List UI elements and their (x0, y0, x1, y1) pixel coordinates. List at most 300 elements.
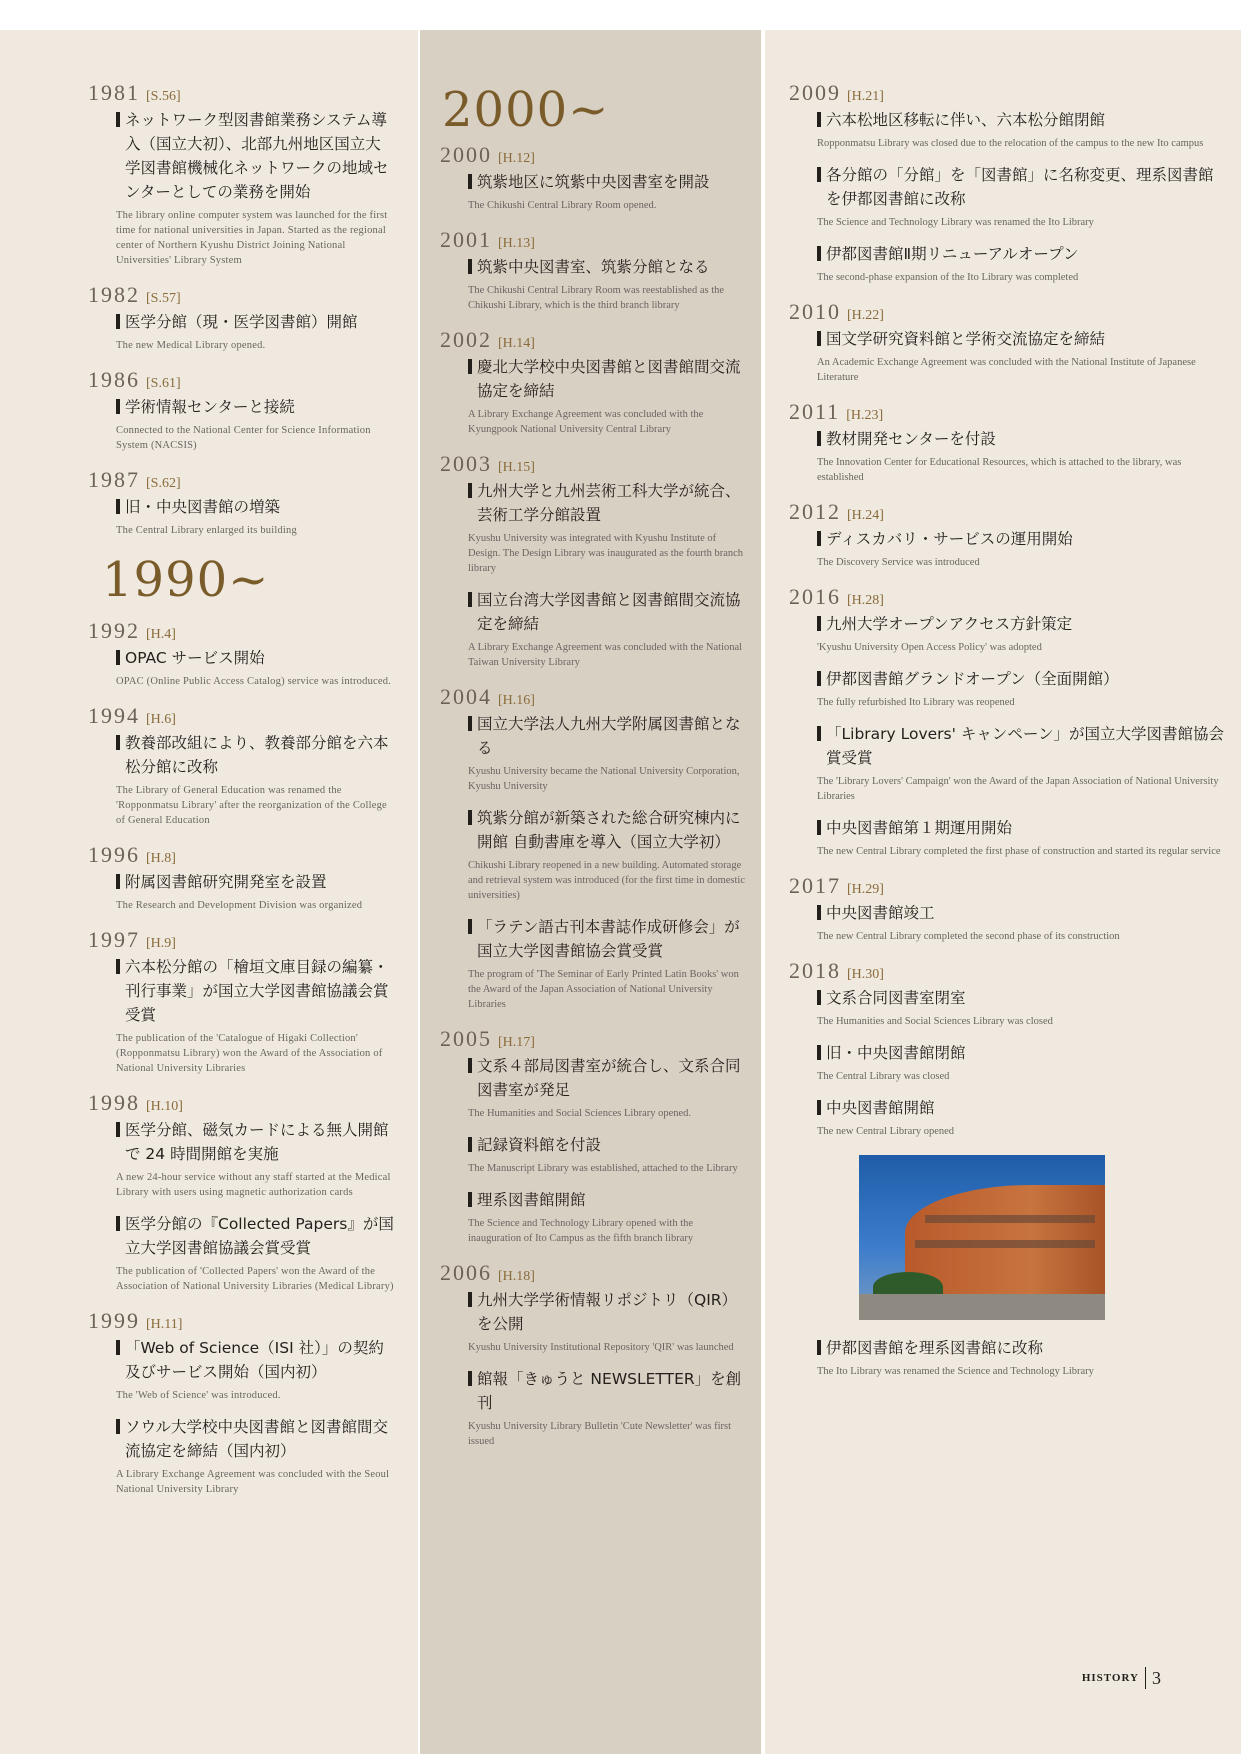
event-english: The Manuscript Library was established, attached to the Library (468, 1163, 738, 1174)
year-heading (88, 1310, 394, 1332)
section-label: HISTORY (1081, 1672, 1139, 1684)
event-japanese (817, 612, 1225, 636)
timeline-column-right (765, 30, 1241, 1754)
event-english: The Library of General Education was renamed the 'Ropponmatsu Library' after the reorganization of the College of General Education (116, 785, 387, 826)
year-number: 2002 (440, 327, 492, 352)
event-japanese (116, 395, 394, 419)
event-japanese (468, 1288, 747, 1336)
year-number: 1994 (88, 703, 140, 728)
event-japanese (116, 1212, 394, 1260)
year-heading (789, 82, 1225, 104)
timeline-entry (88, 469, 394, 538)
event-english: Connected to the National Center for Science Information System (NACSIS) (116, 425, 371, 451)
timeline-item (817, 612, 1225, 655)
year-heading (440, 144, 747, 166)
timeline-item (468, 1054, 747, 1121)
timeline-item (116, 495, 394, 538)
event-english: The Chikushi Central Library Room was reestablished as the Chikushi Library, which is the third branch library (468, 285, 725, 311)
timeline-entry (440, 1028, 747, 1246)
event-english: The new Central Library opened (817, 1126, 955, 1137)
bullet-bar-icon (468, 1292, 472, 1307)
event-english: A Library Exchange Agreement was concluded with the Seoul National University Library (116, 1469, 390, 1495)
event-japanese-text: 「Web of Science（ISI 社）」の契約及びサービス開始（国内初） (125, 1339, 384, 1381)
year-number: 2006 (440, 1260, 492, 1285)
event-japanese-text: 九州大学と九州芸術工科大学が統合、芸術工学分館設置 (477, 482, 741, 524)
bullet-bar-icon (116, 1419, 120, 1434)
timeline-item (817, 816, 1225, 859)
bullet-bar-icon (817, 905, 821, 920)
timeline-item (817, 327, 1225, 385)
timeline-entry (789, 960, 1225, 1139)
event-japanese (817, 242, 1225, 266)
timeline-item (468, 1288, 747, 1355)
bullet-bar-icon (468, 174, 472, 189)
event-japanese (468, 1133, 747, 1157)
event-japanese (817, 527, 1225, 551)
event-japanese (817, 986, 1225, 1010)
event-english: Chikushi Library reopened in a new building. Automated storage and retrieval system was introduced (for the first time in domestic universities) (468, 860, 746, 901)
event-japanese-text: 国文学研究資料館と学術交流協定を締結 (826, 330, 1106, 348)
event-japanese-text: 六本松地区移転に伴い、六本松分館閉館 (826, 111, 1106, 129)
timeline-item (817, 722, 1225, 804)
bullet-bar-icon (817, 246, 821, 261)
event-japanese (116, 646, 394, 670)
event-japanese-text: 慶北大学校中央図書館と図書館間交流協定を締結 (477, 358, 741, 400)
event-japanese-text: 中央図書館竣工 (826, 904, 935, 922)
bullet-bar-icon (116, 959, 120, 974)
year-number: 2001 (440, 227, 492, 252)
japanese-era-tag: [H.16] (498, 693, 535, 708)
era-title-2000: 2000~ (442, 82, 610, 138)
event-english: The fully refurbished Ito Library was reopened (817, 697, 1015, 708)
timeline-entry (789, 401, 1225, 485)
timeline-item (468, 170, 747, 213)
year-heading (440, 1028, 747, 1050)
event-english: The Humanities and Social Sciences Library opened. (468, 1108, 692, 1119)
japanese-era-tag: [H.14] (498, 336, 535, 351)
timeline-entry (440, 329, 747, 437)
bullet-bar-icon (116, 399, 120, 414)
event-japanese (468, 479, 747, 527)
event-english: A Library Exchange Agreement was concluded with the Kyungpook National University Central Library (468, 409, 704, 435)
year-number: 2005 (440, 1026, 492, 1051)
event-japanese-text: 医学分館の『Collected Papers』が国立大学図書館協議会賞受賞 (125, 1215, 394, 1257)
event-english: The publication of 'Collected Papers' won the Award of the Association of National University Libraries (Medical Library) (116, 1266, 394, 1292)
japanese-era-tag: [H.30] (847, 967, 884, 982)
bullet-bar-icon (116, 112, 120, 127)
year-number: 1981 (88, 80, 140, 105)
page-number: 3 (1152, 1667, 1161, 1688)
timeline-entry (440, 1262, 747, 1449)
event-japanese (116, 870, 394, 894)
event-japanese (468, 1367, 747, 1415)
event-japanese (116, 1336, 394, 1384)
year-heading (88, 1092, 394, 1114)
event-japanese-text: 伊都図書館グランドオープン（全面開館） (826, 670, 1119, 688)
timeline-entry (88, 844, 394, 913)
japanese-era-tag: [S.56] (146, 89, 181, 104)
bullet-bar-icon (817, 1045, 821, 1060)
timeline-item (817, 901, 1225, 944)
event-japanese (116, 1118, 394, 1166)
bullet-bar-icon (817, 616, 821, 631)
timeline-item (468, 255, 747, 313)
timeline-item (817, 1336, 1225, 1379)
event-english: The publication of the 'Catalogue of Higaki Collection' (Ropponmatsu Library) won the Award of the Association of National University Libraries (116, 1033, 383, 1074)
year-number: 1992 (88, 618, 140, 643)
event-japanese-text: ネットワーク型図書館業務システム導入（国立大初）、北部九州地区国立大学図書館機械化ネットワークの地域センターとしての業務を開始 (125, 111, 389, 201)
event-english: The new Medical Library opened. (116, 340, 266, 351)
timeline-entry (440, 453, 747, 670)
footer-divider (1145, 1667, 1146, 1689)
event-japanese-text: 九州大学学術情報リポジトリ（QIR）を公開 (477, 1291, 738, 1333)
japanese-era-tag: [S.61] (146, 376, 181, 391)
event-japanese-text: 旧・中央図書館の増築 (125, 498, 281, 516)
event-japanese (817, 816, 1225, 840)
timeline-entry (88, 620, 394, 689)
event-english: The Discovery Service was introduced (817, 557, 980, 568)
event-japanese-text: ディスカバリ・サービスの運用開始 (826, 530, 1073, 548)
timeline-entry (789, 875, 1225, 944)
timeline-entry (440, 686, 747, 1012)
timeline-entry (88, 82, 394, 268)
japanese-era-tag: [H.28] (847, 593, 884, 608)
bullet-bar-icon (817, 990, 821, 1005)
event-japanese-text: 理系図書館開館 (477, 1191, 586, 1209)
event-english: Kyushu University became the National University Corporation, Kyushu University (468, 766, 740, 792)
timeline-entry (440, 229, 747, 313)
japanese-era-tag: [H.11] (146, 1317, 183, 1332)
event-japanese (468, 806, 747, 854)
year-heading (88, 469, 394, 491)
event-english: An Academic Exchange Agreement was concluded with the National Institute of Japanese Literature (817, 357, 1196, 383)
bullet-bar-icon (116, 1340, 120, 1355)
timeline-item (468, 915, 747, 1012)
timeline-entry (789, 301, 1225, 385)
timeline-item (116, 395, 394, 453)
bullet-bar-icon (817, 1340, 821, 1355)
event-japanese-text: 伊都図書館を理系図書館に改称 (826, 1339, 1044, 1357)
event-japanese (116, 495, 394, 519)
timeline-entry (789, 82, 1225, 285)
timeline-item (817, 1096, 1225, 1139)
event-english: The Humanities and Social Sciences Library was closed (817, 1016, 1053, 1027)
event-japanese-text: 中央図書館第１期運用開始 (826, 819, 1013, 837)
event-english: Kyushu University was integrated with Kyushu Institute of Design. The Design Library was inaugurated as the fourth branch library (468, 533, 744, 574)
bullet-bar-icon (468, 1058, 472, 1073)
event-japanese (817, 1096, 1225, 1120)
bullet-bar-icon (116, 650, 120, 665)
bullet-bar-icon (817, 1100, 821, 1115)
ground (859, 1294, 1105, 1320)
event-japanese-text: 館報「きゅうと NEWSLETTER」を創刊 (477, 1370, 742, 1412)
japanese-era-tag: [H.6] (146, 712, 176, 727)
timeline-item (468, 355, 747, 437)
event-japanese-text: 学術情報センターと接続 (125, 398, 295, 416)
page-footer (1082, 1667, 1161, 1689)
event-english: The 'Library Lovers' Campaign' won the Award of the Japan Association of National University Libraries (817, 776, 1219, 802)
bullet-bar-icon (468, 259, 472, 274)
japanese-era-tag: [H.13] (498, 236, 535, 251)
year-heading (789, 401, 1225, 423)
timeline-item (116, 1118, 394, 1200)
event-english: The Chikushi Central Library Room opened. (468, 200, 657, 211)
event-japanese (817, 901, 1225, 925)
bullet-bar-icon (468, 919, 472, 934)
event-japanese (817, 108, 1225, 132)
japanese-era-tag: [H.8] (146, 851, 176, 866)
event-japanese-text: 記録資料館を付設 (477, 1136, 602, 1154)
year-number: 1997 (88, 927, 140, 952)
year-heading (440, 1262, 747, 1284)
timeline-item (116, 1212, 394, 1294)
timeline-item (817, 527, 1225, 570)
timeline-item (817, 986, 1225, 1029)
timeline-item (817, 108, 1225, 151)
era-title-1990: 1990~ (102, 552, 270, 608)
year-heading (789, 501, 1225, 523)
year-number: 2010 (789, 299, 841, 324)
year-number: 2000 (440, 142, 492, 167)
year-number: 2018 (789, 958, 841, 983)
building-window-band (925, 1215, 1095, 1223)
event-japanese (116, 955, 394, 1027)
building-window-band (915, 1240, 1095, 1248)
event-japanese (468, 170, 747, 194)
bullet-bar-icon (116, 499, 120, 514)
year-heading (88, 929, 394, 951)
event-japanese-text: 筑紫分館が新築された総合研究棟内に開館 自動書庫を導入（国立大学初） (477, 809, 741, 851)
event-japanese-text: 旧・中央図書館閉館 (826, 1044, 966, 1062)
event-english: The program of 'The Seminar of Early Printed Latin Books' won the Award of the Japan Association of National University Libraries (468, 969, 739, 1010)
japanese-era-tag: [S.62] (146, 476, 181, 491)
event-japanese-text: 筑紫地区に筑紫中央図書室を開設 (477, 173, 710, 191)
year-heading (440, 229, 747, 251)
event-japanese (116, 1415, 394, 1463)
event-japanese (468, 1054, 747, 1102)
year-heading (440, 453, 747, 475)
event-japanese (817, 667, 1225, 691)
year-number: 1987 (88, 467, 140, 492)
event-japanese-text: 医学分館（現・医学図書館）開館 (125, 313, 358, 331)
event-japanese-text: 筑紫中央図書室、筑紫分館となる (477, 258, 710, 276)
bullet-bar-icon (116, 314, 120, 329)
timeline-item (116, 731, 394, 828)
japanese-era-tag: [H.29] (847, 882, 884, 897)
year-number: 1996 (88, 842, 140, 867)
bullet-bar-icon (817, 331, 821, 346)
bullet-bar-icon (468, 1371, 472, 1386)
event-japanese-text: 「ラテン語古刊本書誌作成研修会」が国立大学図書館協会賞受賞 (477, 918, 740, 960)
event-english: The Central Library enlarged its building (116, 525, 297, 536)
timeline-entry (88, 705, 394, 828)
timeline-item (116, 310, 394, 353)
timeline-column-middle (420, 30, 761, 1754)
year-number: 2016 (789, 584, 841, 609)
event-japanese-text: 「Library Lovers' キャンペーン」が国立大学図書館協会賞受賞 (826, 725, 1225, 767)
event-english: The Innovation Center for Educational Resources, which is attached to the library, was established (817, 457, 1182, 483)
event-english: The new Central Library completed the first phase of construction and started its regular service (817, 846, 1221, 857)
year-heading (88, 620, 394, 642)
bullet-bar-icon (817, 820, 821, 835)
event-japanese-text: 伊都図書館Ⅱ期リニューアルオープン (826, 245, 1079, 263)
event-japanese (468, 255, 747, 279)
event-english: The library online computer system was launched for the first time for national universities in Japan. Started as the regional center of Northern Kyushu District Joining National Universities' Library System (116, 210, 388, 266)
event-english: The 'Web of Science' was introduced. (116, 1390, 281, 1401)
event-japanese-text: 教養部改組により、教養部分館を六本松分館に改称 (125, 734, 389, 776)
timeline-item (116, 955, 394, 1076)
year-heading (440, 686, 747, 708)
timeline-item (116, 108, 394, 268)
timeline-item (468, 588, 747, 670)
event-japanese-text: 医学分館、磁気カードによる無人開館で 24 時間開館を実施 (125, 1121, 389, 1163)
timeline-item (468, 1133, 747, 1176)
bullet-bar-icon (468, 1192, 472, 1207)
event-japanese-text: 文系合同図書室閉室 (826, 989, 966, 1007)
event-japanese (817, 427, 1225, 451)
bullet-bar-icon (468, 810, 472, 825)
bullet-bar-icon (468, 592, 472, 607)
event-japanese (817, 1041, 1225, 1065)
event-english: A new 24-hour service without any staff started at the Medical Library with users using magnetic authorization cards (116, 1172, 391, 1198)
event-english: The second-phase expansion of the Ito Library was completed (817, 272, 1079, 283)
timeline-column-left (0, 30, 418, 1754)
bullet-bar-icon (468, 483, 472, 498)
event-english: The new Central Library completed the second phase of its construction (817, 931, 1120, 942)
timeline-item (116, 1415, 394, 1497)
event-english: Kyushu University Institutional Repository 'QIR' was launched (468, 1342, 734, 1353)
year-heading (789, 301, 1225, 323)
timeline-item (468, 479, 747, 576)
event-english: The Central Library was closed (817, 1071, 950, 1082)
bullet-bar-icon (817, 726, 821, 741)
event-japanese (817, 722, 1225, 770)
bullet-bar-icon (468, 1137, 472, 1152)
japanese-era-tag: [H.21] (847, 89, 884, 104)
japanese-era-tag: [H.10] (146, 1099, 183, 1114)
event-japanese-text: 中央図書館開館 (826, 1099, 935, 1117)
year-number: 2011 (789, 399, 841, 424)
timeline-item (817, 242, 1225, 285)
timeline-item (817, 1041, 1225, 1084)
japanese-era-tag: [S.57] (146, 291, 181, 306)
event-japanese (817, 1336, 1225, 1360)
timeline-entry (88, 1092, 394, 1294)
event-japanese (468, 712, 747, 760)
timeline-entry (88, 369, 394, 453)
year-heading (88, 844, 394, 866)
bullet-bar-icon (817, 167, 821, 182)
year-heading (88, 369, 394, 391)
timeline-item (468, 712, 747, 794)
year-number: 1982 (88, 282, 140, 307)
timeline-item (468, 806, 747, 903)
year-heading (88, 705, 394, 727)
japanese-era-tag: [H.18] (498, 1269, 535, 1284)
bullet-bar-icon (116, 1216, 120, 1231)
year-heading (789, 586, 1225, 608)
event-english: Ropponmatsu Library was closed due to the relocation of the campus to the new Ito campus (817, 138, 1204, 149)
event-english: A Library Exchange Agreement was concluded with the National Taiwan University Library (468, 642, 743, 668)
event-english: The Science and Technology Library opened with the inauguration of Ito Campus as the fifth branch library (468, 1218, 694, 1244)
japanese-era-tag: [H.23] (846, 408, 884, 423)
event-japanese (116, 310, 394, 334)
timeline-item (817, 667, 1225, 710)
year-heading (88, 284, 394, 306)
event-english: 'Kyushu University Open Access Policy' was adopted (817, 642, 1042, 653)
bullet-bar-icon (817, 531, 821, 546)
bullet-bar-icon (817, 112, 821, 127)
event-english: The Science and Technology Library was renamed the Ito Library (817, 217, 1094, 228)
event-japanese-text: 六本松分館の「檜垣文庫目録の編纂・刊行事業」が国立大学図書館協議会賞受賞 (125, 958, 389, 1024)
timeline-entry (88, 1310, 394, 1497)
timeline-entry (88, 929, 394, 1076)
japanese-era-tag: [H.17] (498, 1035, 535, 1050)
timeline-entry (789, 501, 1225, 570)
event-english: The Ito Library was renamed the Science and Technology Library (817, 1366, 1094, 1377)
year-number: 2017 (789, 873, 841, 898)
timeline-item (116, 1336, 394, 1403)
year-heading (789, 960, 1225, 982)
event-japanese-text: 国立大学法人九州大学附属図書館となる (477, 715, 741, 757)
japanese-era-tag: [H.24] (847, 508, 884, 523)
year-number: 1986 (88, 367, 140, 392)
bullet-bar-icon (817, 671, 821, 686)
timeline-item (468, 1188, 747, 1246)
timeline-entry (440, 144, 747, 213)
japanese-era-tag: [H.9] (146, 936, 176, 951)
bullet-bar-icon (817, 431, 821, 446)
event-japanese (116, 108, 394, 204)
bullet-bar-icon (116, 735, 120, 750)
event-japanese-text: 国立台湾大学図書館と図書館間交流協定を締結 (477, 591, 741, 633)
event-japanese-text: 九州大学オープンアクセス方針策定 (826, 615, 1073, 633)
timeline-entry (789, 586, 1225, 859)
year-number: 1999 (88, 1308, 140, 1333)
year-number: 1998 (88, 1090, 140, 1115)
japanese-era-tag: [H.22] (847, 308, 884, 323)
year-heading (789, 875, 1225, 897)
year-number: 2004 (440, 684, 492, 709)
event-japanese (817, 327, 1225, 351)
timeline-item (817, 163, 1225, 230)
event-japanese (468, 588, 747, 636)
event-english: Kyushu University Library Bulletin 'Cute Newsletter' was first issued (468, 1421, 732, 1447)
central-library-photo (859, 1155, 1105, 1320)
event-japanese (468, 1188, 747, 1212)
japanese-era-tag: [H.12] (498, 151, 535, 166)
event-japanese (116, 731, 394, 779)
event-japanese (468, 355, 747, 403)
event-japanese-text: 附属図書館研究開発室を設置 (125, 873, 327, 891)
event-japanese (817, 163, 1225, 211)
japanese-era-tag: [H.15] (498, 460, 535, 475)
event-english: The Research and Development Division was organized (116, 900, 363, 911)
event-japanese (468, 915, 747, 963)
timeline-item (116, 646, 394, 689)
bullet-bar-icon (116, 1122, 120, 1137)
japanese-era-tag: [H.4] (146, 627, 176, 642)
bullet-bar-icon (468, 359, 472, 374)
event-japanese-text: 各分館の「分館」を「図書館」に名称変更、理系図書館を伊都図書館に改称 (826, 166, 1214, 208)
timeline-entry (88, 284, 394, 353)
year-number: 2003 (440, 451, 492, 476)
event-english: OPAC (Online Public Access Catalog) service was introduced. (116, 676, 392, 687)
year-heading (440, 329, 747, 351)
timeline-item (817, 427, 1225, 485)
bullet-bar-icon (116, 874, 120, 889)
timeline-item (116, 870, 394, 913)
